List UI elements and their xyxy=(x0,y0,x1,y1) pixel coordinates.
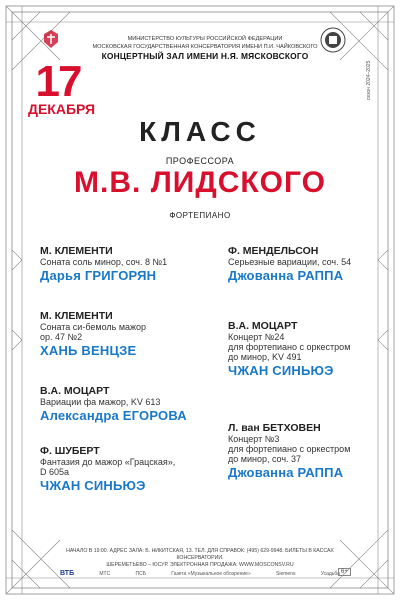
work-title: Соната соль минор, соч. 8 №1 xyxy=(40,257,168,267)
work-title: Серьезные вариации, соч. 54 xyxy=(228,257,352,267)
work-title: до минор, KV 491 xyxy=(228,352,302,362)
sponsor-logo: МТС xyxy=(99,570,111,577)
sponsor-logo: Газета «Музыкальное обозрение» xyxy=(171,570,251,577)
work-title: D 605а xyxy=(40,467,70,477)
work-title: Концерт №3 xyxy=(228,434,280,444)
performer: ЧЖАН СИНЬЮЭ xyxy=(228,363,334,378)
composer: В.А. МОЦАРТ xyxy=(228,320,298,332)
program-item xyxy=(228,245,398,284)
work-title: Соната си-бемоль мажор xyxy=(40,322,147,332)
title-class: КЛАСС xyxy=(139,116,261,147)
sponsor-logo: ПСБ xyxy=(135,570,147,577)
performer: Джованна РАППА xyxy=(228,268,344,283)
composer: М. КЛЕМЕНТИ xyxy=(40,310,113,322)
program-item xyxy=(40,445,210,494)
sponsor-logo: ВТБ xyxy=(60,570,75,577)
performer: Александра ЕГОРОВА xyxy=(40,408,187,423)
sponsor-logo: Усадьба xyxy=(320,570,340,577)
sponsors-row xyxy=(60,570,340,577)
age-rating-badge: 6+ xyxy=(338,568,351,576)
title-name: М.В. ЛИДСКОГО xyxy=(74,166,326,199)
title-professor: ПРОФЕССОРА xyxy=(165,156,235,166)
work-title: для фортепиано с оркестром xyxy=(228,444,351,454)
date-month: ДЕКАБРЯ xyxy=(28,101,96,117)
footer-line: ШЕРЕМЕТЬЕВО – ЮСУР. ЭЛЕКТРОННАЯ ПРОДАЖА: WWW.MOSCONSV.RU xyxy=(106,562,294,568)
work-title: Концерт №24 xyxy=(228,332,285,342)
composer: В.А. МОЦАРТ xyxy=(40,385,110,397)
work-title: Фантазия до мажор «Грацская», xyxy=(40,457,176,467)
ministry-emblem-icon xyxy=(40,28,62,50)
composer: Л. ван БЕТХОВЕН xyxy=(228,422,321,434)
conservatory-text: МОСКОВСКАЯ ГОСУДАРСТВЕННАЯ КОНСЕРВАТОРИЯ ИМЕНИ П.И. ЧАЙКОВСКОГО xyxy=(92,44,318,50)
ministry-text: МИНИСТЕРСТВО КУЛЬТУРЫ РОССИЙСКОЙ ФЕДЕРАЦИИ xyxy=(127,36,283,42)
program-item xyxy=(228,320,398,379)
work-title: Вариации фа мажор, KV 613 xyxy=(40,397,161,407)
work-title: для фортепиано с оркестром xyxy=(228,342,351,352)
concert-date xyxy=(28,57,96,117)
composer: М. КЛЕМЕНТИ xyxy=(40,245,113,257)
footer-line: НАЧАЛО В 19:00. АДРЕС ЗАЛА: Б. НИКИТСКАЯ, 13. ТЕЛ. ДЛЯ СПРАВОК: (495) 629-9948. БИЛЕТЫ В КАССАХ КОНСЕРВАТОРИИ. xyxy=(66,548,334,561)
program-item xyxy=(40,310,210,359)
performer: ХАНЬ ВЕНЦЗЕ xyxy=(40,343,137,358)
footer-info xyxy=(50,548,350,569)
performer: ЧЖАН СИНЬЮЭ xyxy=(40,478,146,493)
season-label: сезон 2024–2025 xyxy=(366,60,372,100)
program-item xyxy=(40,245,210,284)
title-instrument: ФОРТЕПИАНО xyxy=(169,211,231,220)
program-item xyxy=(40,385,210,424)
composer: Ф. МЕНДЕЛЬСОН xyxy=(228,245,319,257)
date-day: 17 xyxy=(35,57,81,106)
performer: Дарья ГРИГОРЯН xyxy=(40,268,157,283)
work-title: ор. 47 №2 xyxy=(40,332,83,342)
hall-name: КОНЦЕРТНЫЙ ЗАЛ ИМЕНИ Н.Я. МЯСКОВСКОГО xyxy=(101,51,309,61)
composer: Ф. ШУБЕРТ xyxy=(40,445,100,457)
header-block xyxy=(60,35,350,60)
performer: Джованна РАППА xyxy=(228,465,344,480)
sponsor-logo: Siemens xyxy=(276,570,296,577)
work-title: до минор, соч. 37 xyxy=(228,454,302,464)
program-item xyxy=(228,422,398,481)
